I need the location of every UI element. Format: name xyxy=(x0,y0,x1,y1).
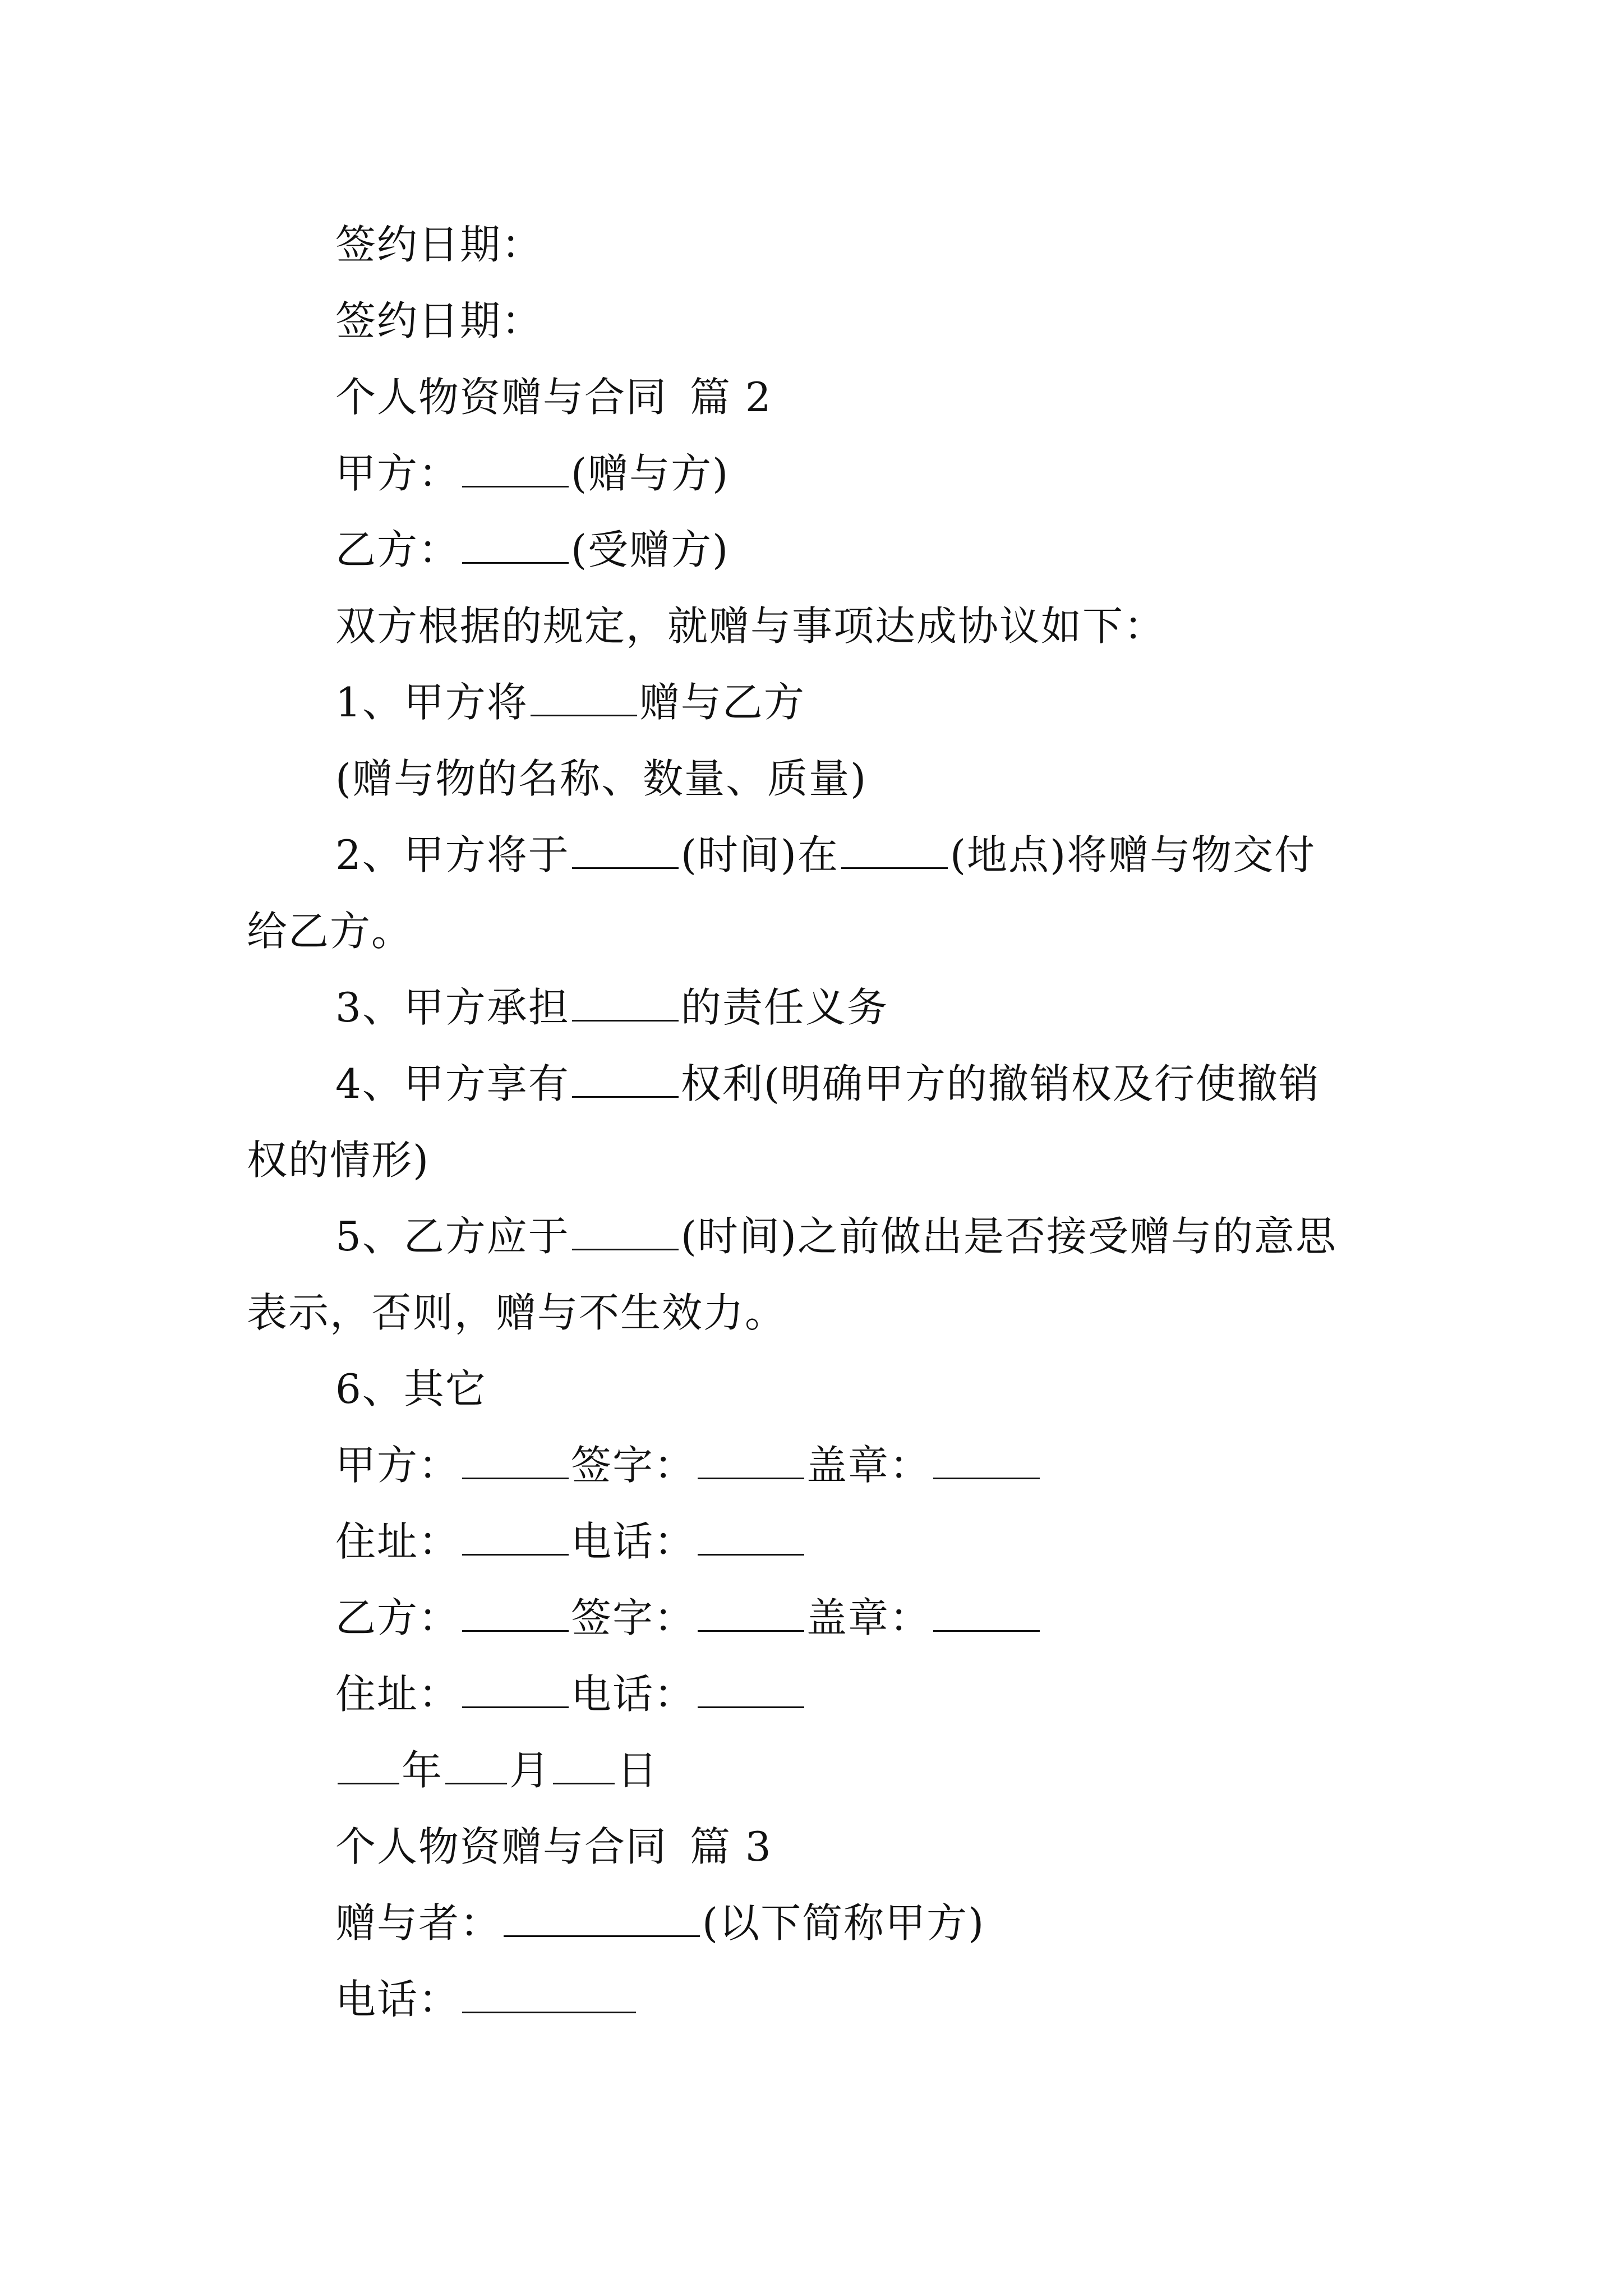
phone-label: 电话： xyxy=(571,1518,696,1565)
clause-2-text-c: (地点)将赠与物交付 xyxy=(950,831,1316,878)
fill-blank xyxy=(445,1743,507,1784)
fill-blank xyxy=(698,1438,804,1479)
clause-4-text-a: 4、甲方享有 xyxy=(335,1060,570,1107)
phone-label: 电话： xyxy=(335,1976,460,2023)
signing-date-label: 签约日期： xyxy=(335,221,543,268)
clause-2-text-b: (时间)在 xyxy=(680,831,839,878)
fill-blank xyxy=(338,1743,399,1784)
clause-1 xyxy=(335,675,805,729)
party-a-contact-line xyxy=(335,1515,806,1568)
clause-6-text: 6、其它 xyxy=(335,1365,487,1412)
fill-blank xyxy=(462,447,569,487)
party-b-role: (受赠方) xyxy=(571,526,730,573)
clause-5 xyxy=(335,1209,1337,1263)
party-a-label: 甲方： xyxy=(335,450,460,497)
clause-1-note xyxy=(335,752,867,806)
fill-blank xyxy=(572,981,679,1022)
party-a-line xyxy=(335,447,729,500)
fill-blank xyxy=(698,1591,804,1632)
party-b-contact-line xyxy=(335,1667,806,1721)
fill-blank xyxy=(462,1667,569,1708)
party-a-label: 甲方： xyxy=(335,1442,460,1489)
clause-3-text-b: 的责任义务 xyxy=(680,984,888,1031)
fill-blank xyxy=(531,675,637,716)
clause-4-cont-text: 权的情形) xyxy=(247,1137,430,1184)
fill-blank xyxy=(572,828,679,869)
fill-blank xyxy=(462,1515,569,1556)
clause-2-text-a: 2、甲方将于 xyxy=(335,831,570,878)
party-a-signature-line xyxy=(335,1438,1042,1492)
clause-5-cont-text: 表示，否则，赠与不生效力。 xyxy=(247,1289,787,1336)
section-title-2 xyxy=(335,370,772,424)
fill-blank xyxy=(933,1438,1040,1479)
clause-4-text-b: 权利(明确甲方的撤销权及行使撤销 xyxy=(680,1060,1320,1107)
month-label: 月 xyxy=(509,1747,551,1794)
agreement-intro-text: 双方根据的规定，就赠与事项达成协议如下： xyxy=(335,602,1166,650)
signing-date-label: 签约日期： xyxy=(335,297,543,344)
donor-note: (以下简称甲方) xyxy=(702,1899,985,1947)
signature-label: 签字： xyxy=(571,1442,696,1489)
fill-blank xyxy=(462,1438,569,1479)
fill-blank xyxy=(504,1896,700,1937)
clause-1-text-b: 赠与乙方 xyxy=(639,679,805,726)
clause-5-text-b: (时间)之前做出是否接受赠与的意思 xyxy=(680,1213,1337,1260)
year-label: 年 xyxy=(402,1747,444,1794)
clause-2 xyxy=(335,828,1316,882)
clause-1-note-text: (赠与物的名称、数量、质量) xyxy=(335,755,868,802)
fill-blank xyxy=(462,523,569,564)
address-label: 住址： xyxy=(335,1671,460,1718)
agreement-intro xyxy=(335,599,1165,653)
seal-label: 盖章： xyxy=(806,1442,932,1489)
section-title-text: 个人物资赠与合同 xyxy=(335,1823,668,1870)
fill-blank xyxy=(462,1972,636,2013)
fill-blank xyxy=(462,1591,569,1632)
clause-3 xyxy=(335,981,888,1034)
party-b-signature-line xyxy=(335,1591,1042,1645)
party-a-role: (赠与方) xyxy=(571,450,730,497)
fill-blank xyxy=(698,1515,804,1556)
clause-4-cont xyxy=(247,1133,430,1187)
date-line xyxy=(335,1743,658,1797)
party-b-label: 乙方： xyxy=(335,526,460,573)
section-title-3 xyxy=(335,1820,772,1874)
fill-blank xyxy=(572,1057,679,1098)
phone-label: 电话： xyxy=(571,1671,696,1718)
clause-4 xyxy=(335,1057,1320,1111)
section-title-text: 个人物资赠与合同 xyxy=(335,374,668,421)
clause-6 xyxy=(335,1362,487,1416)
section-number: 篇 2 xyxy=(690,374,772,421)
clause-1-text-a: 1、甲方将 xyxy=(335,679,528,726)
donor-label: 赠与者： xyxy=(335,1899,502,1947)
fill-blank xyxy=(933,1591,1040,1632)
party-b-line xyxy=(335,523,729,577)
fill-blank xyxy=(553,1743,615,1784)
signature-label: 签字： xyxy=(571,1594,696,1641)
clause-3-text-a: 3、甲方承担 xyxy=(335,984,570,1031)
party-b-label: 乙方： xyxy=(335,1594,460,1641)
day-label: 日 xyxy=(617,1747,659,1794)
signing-date-line-2 xyxy=(335,294,543,348)
donor-phone-line xyxy=(335,1972,638,2026)
address-label: 住址： xyxy=(335,1518,460,1565)
signing-date-line-1 xyxy=(335,218,543,272)
fill-blank xyxy=(841,828,948,869)
fill-blank xyxy=(572,1209,679,1250)
clause-5-text-a: 5、乙方应于 xyxy=(335,1213,570,1260)
donor-line xyxy=(335,1896,985,1950)
fill-blank xyxy=(698,1667,804,1708)
clause-2-cont xyxy=(247,904,413,958)
clause-5-cont xyxy=(247,1286,786,1340)
seal-label: 盖章： xyxy=(806,1594,932,1641)
section-number: 篇 3 xyxy=(690,1823,772,1870)
clause-2-cont-text: 给乙方。 xyxy=(247,908,413,955)
